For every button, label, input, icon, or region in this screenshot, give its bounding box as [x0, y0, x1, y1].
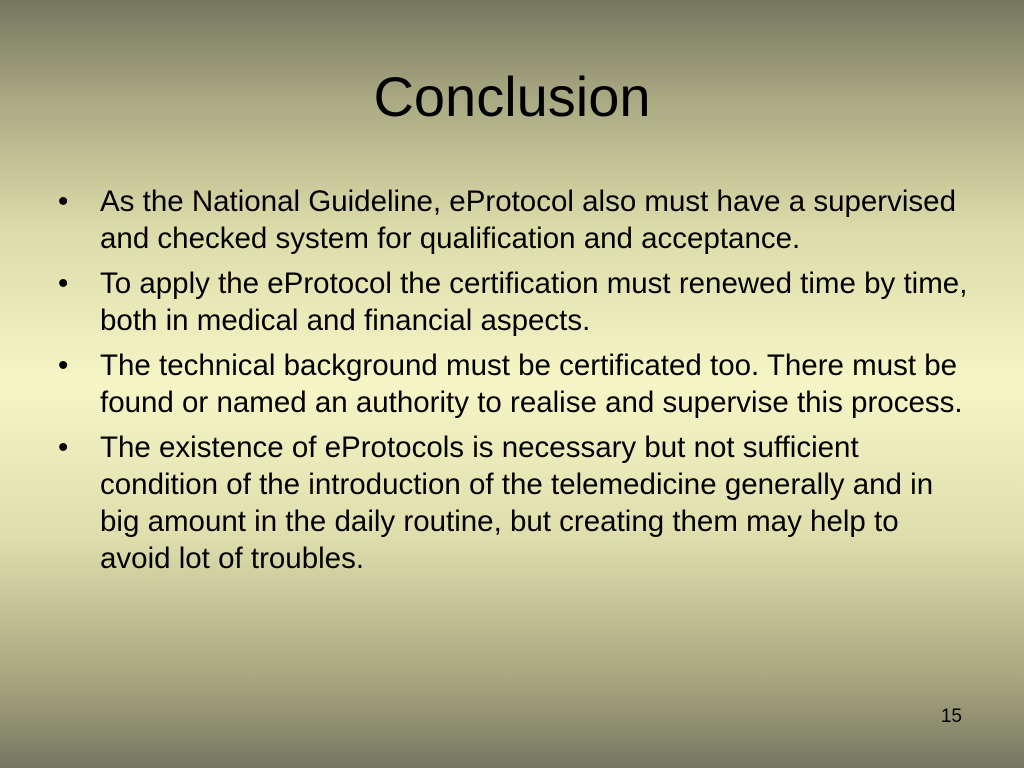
- bullet-marker: •: [58, 267, 69, 300]
- bullet-text: The technical background must be certificated too. There must be found or named an authority to realise and supervise this process.: [100, 349, 963, 419]
- bullet-text: As the National Guideline, eProtocol also must have a supervised and checked system for qualification and acceptance.: [100, 185, 956, 255]
- bullet-item: [58, 347, 970, 421]
- bullet-list: [58, 183, 970, 585]
- bullet-item: [58, 265, 970, 339]
- bullet-text: To apply the eProtocol the certification must renewed time by time, both in medical and financial aspects.: [100, 267, 968, 337]
- bullet-marker: •: [58, 185, 69, 218]
- bullet-item: [58, 429, 970, 577]
- bullet-marker: •: [58, 431, 69, 464]
- bullet-marker: •: [58, 349, 69, 382]
- slide-title: Conclusion: [373, 65, 651, 128]
- bullet-item: [58, 183, 970, 257]
- bullet-text: The existence of eProtocols is necessary but not sufficient condition of the introduction of the telemedicine generally and in big amount in the daily routine, but creating them may help to avoid lot of troubles.: [100, 431, 934, 575]
- page-number: 15: [940, 706, 962, 727]
